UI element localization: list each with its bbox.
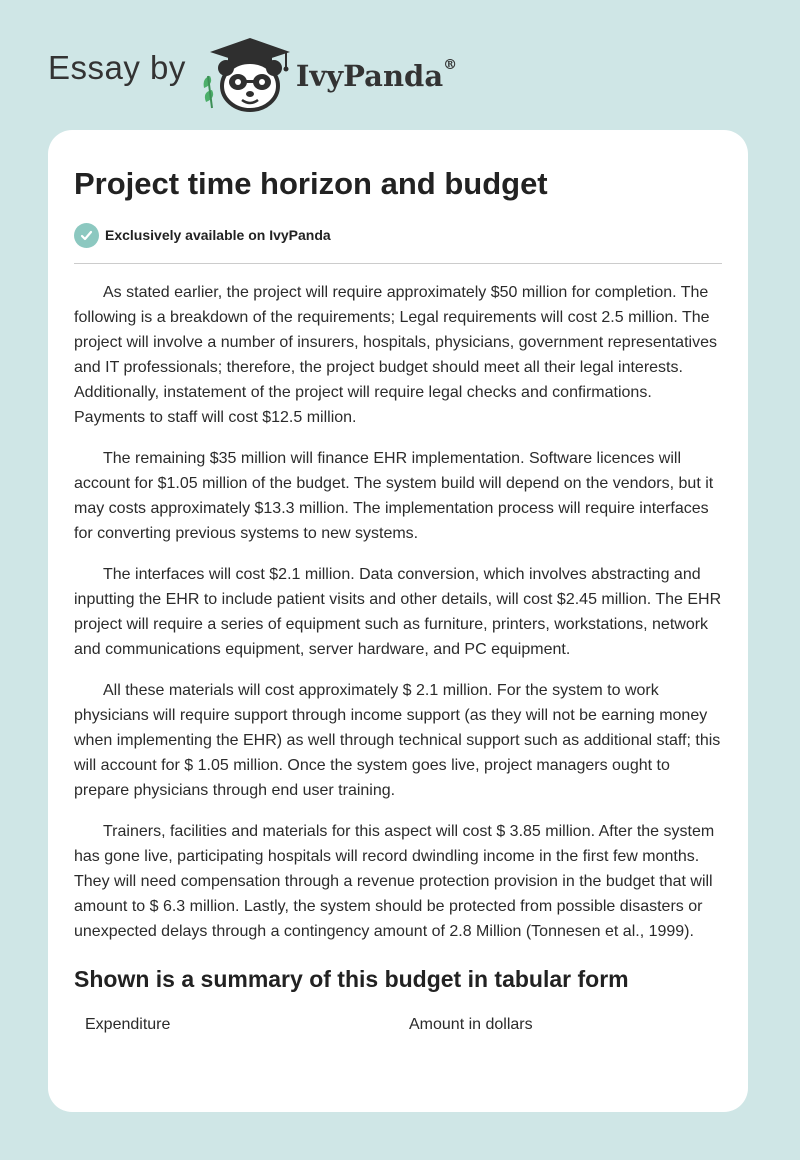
page-title: Project time horizon and budget	[74, 166, 548, 201]
check-icon	[74, 223, 99, 248]
divider	[74, 263, 722, 264]
exclusive-label: Exclusively available on IvyPanda	[105, 227, 331, 243]
essay-by-label: Essay by	[48, 49, 186, 86]
column-header-expenditure: Expenditure	[85, 1016, 171, 1033]
panda-logo-icon[interactable]	[200, 32, 292, 112]
paragraph: As stated earlier, the project will require approximately $50 million for completion. The following is a breakdown of the requirements; Legal requirements will cost 2.5 million. The project will involve a number of insurers, hospitals, physicians, government representatives and IT professionals; therefore, the project budget should meet all their legal interests. Additionally, instatement of the project will require legal checks and confirmations. Payments to staff will cost $12.5 million.	[74, 284, 717, 426]
paragraph: All these materials will cost approximately $ 2.1 million. For the system to work physicians will require support through income support (as they will not be earning money when implementing the EHR) as well through technical support such as additional staff; this will account for $ 1.05 million. Once the system goes live, project managers ought to prepare physicians through end user training.	[74, 682, 721, 799]
article-card	[48, 130, 748, 1112]
registered-mark: ®	[443, 57, 458, 74]
brand-name	[296, 59, 457, 93]
section-heading: Shown is a summary of this budget in tabular form	[74, 966, 629, 992]
site-header	[48, 32, 457, 112]
brand-name-text: IvyPanda	[295, 59, 444, 93]
exclusive-badge	[74, 221, 722, 249]
article-body	[74, 280, 722, 944]
paragraph: The interfaces will cost $2.1 million. Data conversion, which involves abstracting and inputting the EHR to include patient visits and other details, will cost $2.45 million. The EHR project will require a series of equipment such as furniture, printers, workstations, network and communications equipment, server hardware, and PC equipment.	[74, 566, 722, 658]
paragraph: Trainers, facilities and materials for this aspect will cost $ 3.85 million. After the system has gone live, participating hospitals will record dwindling income in the first few months. They will need compensation through a revenue protection provision in the budget that will amount to $ 6.3 million. Lastly, the system should be protected from possible disasters or unexpected delays through a contingency amount of 2.8 Million (Tonnesen et al., 1999).	[74, 823, 715, 940]
column-header-amount: Amount in dollars	[409, 1016, 533, 1033]
paragraph: The remaining $35 million will finance EHR implementation. Software licences will account for $1.05 million of the budget. The system build will depend on the vendors, but it may costs approximately $13.3 million. The implementation process will require interfaces for converting previous systems to new systems.	[74, 450, 714, 542]
budget-table-header	[74, 1016, 722, 1034]
